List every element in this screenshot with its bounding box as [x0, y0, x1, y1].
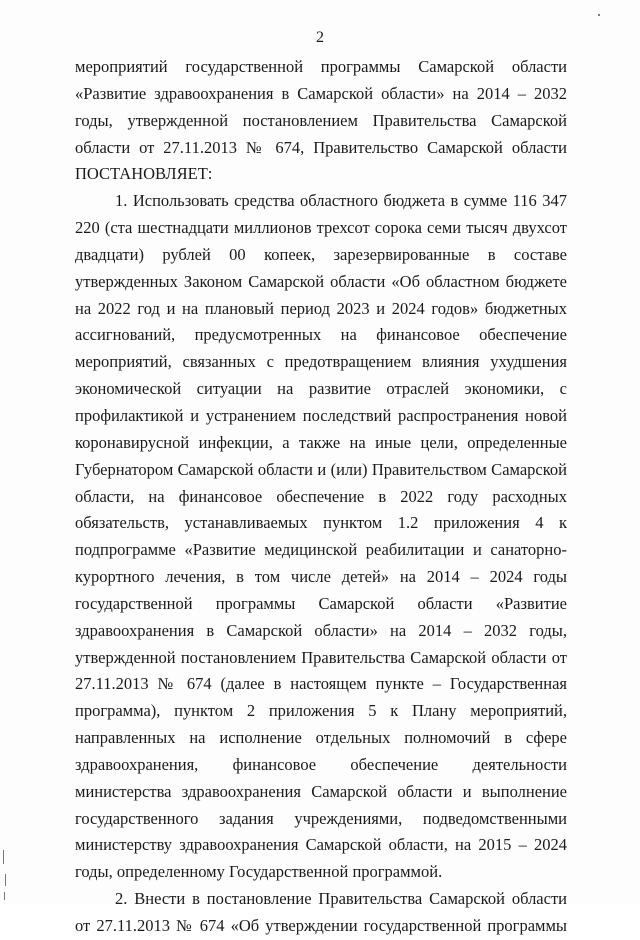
scan-edge-mark [4, 892, 5, 900]
document-body [75, 54, 567, 940]
paragraph-intro: мероприятий государственной программы Самарской области «Развитие здравоохранения в Самарской области» на 2014 – 2032 годы, утвержденной постановлением Правительства Самарской области от 27.11.2013 № 674, Правительство Самарской области ПОСТАНОВЛЯЕТ: [75, 57, 567, 184]
paragraph-clause-1: 1. Использовать средства областного бюджета в сумме 116 347 220 (ста шестнадцати миллионов трехсот сорока семи тысяч двухсот двадцати) рублей 00 копеек, зарезервированные в составе утвержденных Законом Самарской области «Об областном бюджете на 2022 год и на плановый период 2023 и 2024 годов» бюджетных ассигнований, предусмотренных на финансовое обеспечение мероприятий, связанных с предотвращением влияния ухудшения экономической ситуации на развитие отраслей экономики, с профилактикой и устранением последствий распространения новой коронавирусной инфекции, а также на иные цели, определенные Губернатором Самарской области и (или) Правительством Самарской области, на финансовое обеспечение в 2022 году расходных обязательств, устанавливаемых пунктом 1.2 приложения 4 к подпрограмме «Развитие медицинской реабилитации и санаторно-курортного лечения, в том числе детей» на 2014 – 2024 годы государственной программы Самарской области «Развитие здравоохранения в Самарской области» на 2014 – 2032 годы, утвержденной постановлением Правительства Самарской области от 27.11.2013 № 674 (далее в настоящем пункте – Государственная программа), пунктом 2 приложения 5 к Плану мероприятий, направленных на исполнение отдельных полномочий в сфере здравоохранения, финансовое обеспечение деятельности министерства здравоохранения Самарской области и выполнение государственного задания учреждениями, подведомственными министерству здравоохранения Самарской области, на 2015 – 2024 годы, определенному Государственной программой. [75, 191, 567, 882]
page-number: 2 [316, 29, 324, 46]
scan-edge-mark [3, 850, 4, 864]
scan-speck [598, 14, 600, 16]
scan-edge-mark [5, 874, 6, 886]
paragraph-clause-2: 2. Внести в постановление Правительства Самарской области от 27.11.2013 № 674 «Об утверждении государственной программы [75, 889, 567, 935]
